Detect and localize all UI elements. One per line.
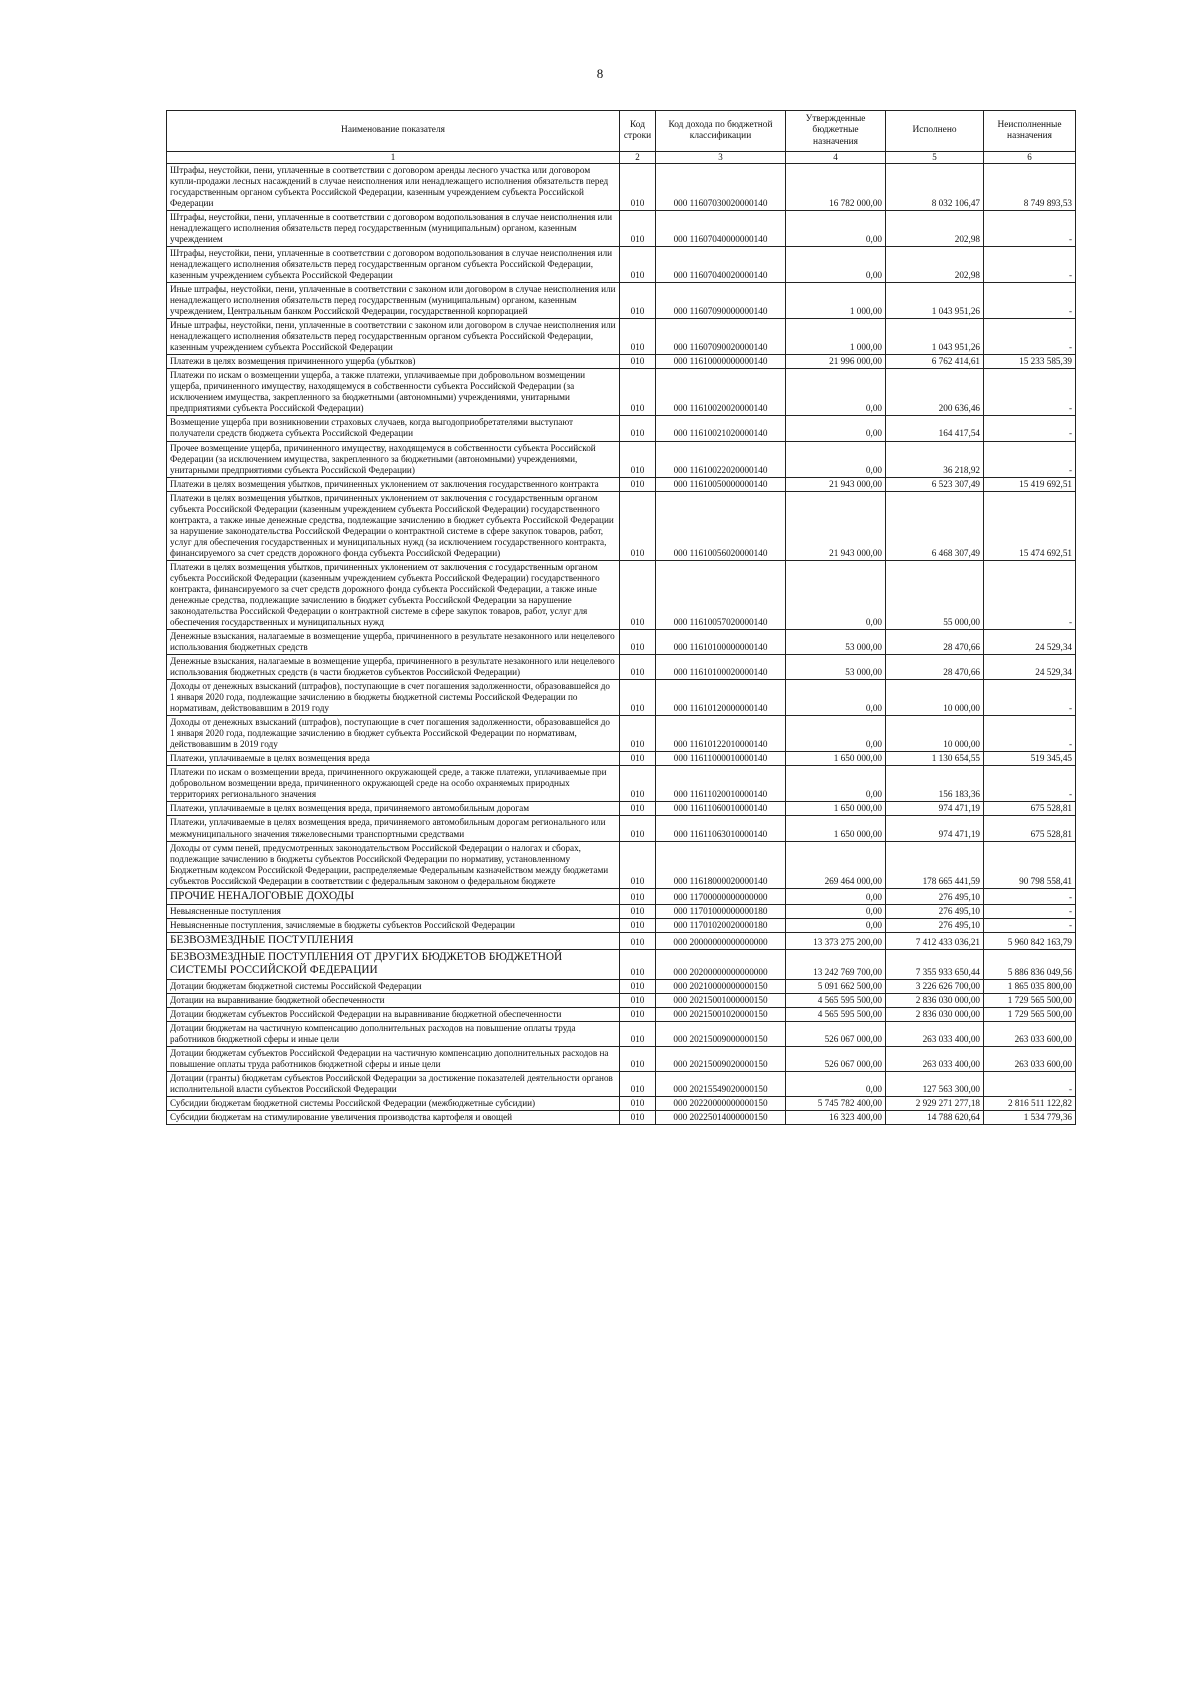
row-income-code: 000 20215009020000150 bbox=[656, 1047, 786, 1072]
row-approved: 4 565 595 500,00 bbox=[786, 993, 886, 1007]
row-remaining: - bbox=[984, 919, 1076, 933]
row-name: Дотации бюджетам на частичную компенсацию дополнительных расходов на повышение оплаты труда работников бюджетной сферы и иные цели bbox=[167, 1022, 620, 1047]
row-income-code: 000 11610050000000140 bbox=[656, 477, 786, 491]
row-name: Дотации бюджетам субъектов Российской Федерации на частичную компенсацию дополнительных расходов на повышение оплаты труда работников бюджетной сферы и иные цели bbox=[167, 1047, 620, 1072]
row-income-code: 000 20215009000000150 bbox=[656, 1022, 786, 1047]
header-line-code: Код строки bbox=[620, 111, 656, 152]
row-remaining: 263 033 600,00 bbox=[984, 1022, 1076, 1047]
row-name: Денежные взыскания, налагаемые в возмещение ущерба, причиненного в результате незаконного или нецелевого использования бюджетных средств (в части бюджетов субъектов Российской Федерации) bbox=[167, 655, 620, 680]
row-name: ПРОЧИЕ НЕНАЛОГОВЫЕ ДОХОДЫ bbox=[167, 888, 620, 905]
table-row bbox=[167, 816, 1076, 841]
row-approved: 21 943 000,00 bbox=[786, 477, 886, 491]
header-approved: Утвержденные бюджетные назначения bbox=[786, 111, 886, 152]
row-income-code: 000 11611000010000140 bbox=[656, 752, 786, 766]
row-approved: 1 000,00 bbox=[786, 283, 886, 319]
row-name: Платежи в целях возмещения убытков, причиненных уклонением от заключения государственного контракта bbox=[167, 477, 620, 491]
row-approved: 0,00 bbox=[786, 888, 886, 905]
row-name: Иные штрафы, неустойки, пени, уплаченные в соответствии с законом или договором в случае неисполнения или ненадлежащего исполнения обязательств перед государственным (муниципальным) органом, казенным учреждением, Центральным банком Российской Федерации, государственной корпорацией bbox=[167, 283, 620, 319]
table-row bbox=[167, 680, 1076, 716]
table-row bbox=[167, 1047, 1076, 1072]
table-row bbox=[167, 1111, 1076, 1125]
row-remaining: - bbox=[984, 716, 1076, 752]
row-approved: 4 565 595 500,00 bbox=[786, 1007, 886, 1021]
row-name: Дотации бюджетам бюджетной системы Российской Федерации bbox=[167, 979, 620, 993]
column-number: 2 bbox=[620, 152, 656, 164]
row-line-code: 010 bbox=[620, 560, 656, 629]
row-line-code: 010 bbox=[620, 247, 656, 283]
row-executed: 7 412 433 036,21 bbox=[886, 933, 984, 950]
row-approved: 0,00 bbox=[786, 247, 886, 283]
row-executed: 2 836 030 000,00 bbox=[886, 1007, 984, 1021]
row-income-code: 000 11611020010000140 bbox=[656, 766, 786, 802]
row-executed: 202,98 bbox=[886, 210, 984, 246]
row-income-code: 000 20215001000000150 bbox=[656, 993, 786, 1007]
row-remaining: 519 345,45 bbox=[984, 752, 1076, 766]
table-row bbox=[167, 491, 1076, 560]
row-remaining: 5 886 836 049,56 bbox=[984, 949, 1076, 979]
row-approved: 0,00 bbox=[786, 680, 886, 716]
table-row bbox=[167, 441, 1076, 477]
row-name: Платежи, уплачиваемые в целях возмещения вреда, причиняемого автомобильным дорогам регионального или межмуниципального значения тяжеловесными транспортными средствами bbox=[167, 816, 620, 841]
table-row bbox=[167, 369, 1076, 416]
row-approved: 16 782 000,00 bbox=[786, 163, 886, 210]
row-name: Штрафы, неустойки, пени, уплаченные в соответствии с договором аренды лесного участка или договором купли-продажи лесных насаждений в случае неисполнения или ненадлежащего исполнения обязательств перед государственным органом субъекта Российской Федерации, казенным учреждением субъекта Российской Федерации bbox=[167, 163, 620, 210]
row-executed: 6 523 307,49 bbox=[886, 477, 984, 491]
row-line-code: 010 bbox=[620, 1111, 656, 1125]
row-line-code: 010 bbox=[620, 369, 656, 416]
row-line-code: 010 bbox=[620, 716, 656, 752]
row-approved: 0,00 bbox=[786, 905, 886, 919]
row-remaining: 15 474 692,51 bbox=[984, 491, 1076, 560]
row-line-code: 010 bbox=[620, 163, 656, 210]
row-income-code: 000 20225014000000150 bbox=[656, 1111, 786, 1125]
row-approved: 526 067 000,00 bbox=[786, 1022, 886, 1047]
row-remaining: - bbox=[984, 888, 1076, 905]
row-line-code: 010 bbox=[620, 1097, 656, 1111]
row-executed: 276 495,10 bbox=[886, 905, 984, 919]
row-line-code: 010 bbox=[620, 355, 656, 369]
row-line-code: 010 bbox=[620, 841, 656, 888]
table-row bbox=[167, 979, 1076, 993]
row-approved: 1 650 000,00 bbox=[786, 752, 886, 766]
table-row bbox=[167, 888, 1076, 905]
row-name: Невыясненные поступления bbox=[167, 905, 620, 919]
row-income-code: 000 11607090020000140 bbox=[656, 319, 786, 355]
row-remaining: - bbox=[984, 680, 1076, 716]
column-number-row bbox=[167, 152, 1076, 164]
row-income-code: 000 11610120000000140 bbox=[656, 680, 786, 716]
row-name: Денежные взыскания, налагаемые в возмещение ущерба, причиненного в результате незаконного или нецелевого использования бюджетных средств bbox=[167, 630, 620, 655]
table-row bbox=[167, 766, 1076, 802]
row-approved: 0,00 bbox=[786, 210, 886, 246]
row-remaining: 675 528,81 bbox=[984, 802, 1076, 816]
table-row bbox=[167, 1022, 1076, 1047]
row-remaining: 675 528,81 bbox=[984, 816, 1076, 841]
row-executed: 28 470,66 bbox=[886, 655, 984, 680]
table-row bbox=[167, 933, 1076, 950]
row-income-code: 000 20210000000000150 bbox=[656, 979, 786, 993]
row-executed: 6 762 414,61 bbox=[886, 355, 984, 369]
row-executed: 10 000,00 bbox=[886, 680, 984, 716]
row-executed: 202,98 bbox=[886, 247, 984, 283]
row-approved: 0,00 bbox=[786, 1072, 886, 1097]
table-row bbox=[167, 1007, 1076, 1021]
table-row bbox=[167, 716, 1076, 752]
row-income-code: 000 11610022020000140 bbox=[656, 441, 786, 477]
row-income-code: 000 11610057020000140 bbox=[656, 560, 786, 629]
row-approved: 16 323 400,00 bbox=[786, 1111, 886, 1125]
row-approved: 1 650 000,00 bbox=[786, 816, 886, 841]
row-name: Дотации на выравнивание бюджетной обеспеченности bbox=[167, 993, 620, 1007]
row-executed: 1 130 654,55 bbox=[886, 752, 984, 766]
row-remaining: 24 529,34 bbox=[984, 655, 1076, 680]
row-name: Штрафы, неустойки, пени, уплаченные в соответствии с договором водопользования в случае неисполнения или ненадлежащего исполнения обязательств перед государственным органом субъекта Российской Федерации, казенным учреждением субъекта Российской Федерации bbox=[167, 247, 620, 283]
row-income-code: 000 20000000000000000 bbox=[656, 933, 786, 950]
row-name: Платежи по искам о возмещении вреда, причиненного окружающей среде, а также платежи, уплачиваемые при добровольном возмещении вреда, причиненного окружающей среде на особо охраняемых природных территориях регионального значения bbox=[167, 766, 620, 802]
table-row bbox=[167, 841, 1076, 888]
row-line-code: 010 bbox=[620, 919, 656, 933]
row-executed: 1 043 951,26 bbox=[886, 283, 984, 319]
row-remaining: - bbox=[984, 283, 1076, 319]
row-line-code: 010 bbox=[620, 210, 656, 246]
row-line-code: 010 bbox=[620, 1047, 656, 1072]
row-line-code: 010 bbox=[620, 979, 656, 993]
row-line-code: 010 bbox=[620, 441, 656, 477]
row-line-code: 010 bbox=[620, 1007, 656, 1021]
row-approved: 13 373 275 200,00 bbox=[786, 933, 886, 950]
row-executed: 8 032 106,47 bbox=[886, 163, 984, 210]
table-row bbox=[167, 416, 1076, 441]
row-remaining: - bbox=[984, 1072, 1076, 1097]
row-income-code: 000 11610100020000140 bbox=[656, 655, 786, 680]
row-remaining: - bbox=[984, 766, 1076, 802]
row-approved: 5 745 782 400,00 bbox=[786, 1097, 886, 1111]
table-row bbox=[167, 163, 1076, 210]
row-name: Прочее возмещение ущерба, причиненного имуществу, находящемуся в собственности субъекта Российской Федерации (за исключением имущества, закрепленного за бюджетными (автономными) учреждениями, унитарными предприятиями субъекта Российской Федерации) bbox=[167, 441, 620, 477]
row-executed: 6 468 307,49 bbox=[886, 491, 984, 560]
row-executed: 974 471,19 bbox=[886, 802, 984, 816]
column-number: 4 bbox=[786, 152, 886, 164]
row-executed: 200 636,46 bbox=[886, 369, 984, 416]
table-row bbox=[167, 802, 1076, 816]
row-remaining: - bbox=[984, 416, 1076, 441]
row-line-code: 010 bbox=[620, 949, 656, 979]
row-executed: 263 033 400,00 bbox=[886, 1047, 984, 1072]
row-name: Невыясненные поступления, зачисляемые в бюджеты субъектов Российской Федерации bbox=[167, 919, 620, 933]
row-remaining: - bbox=[984, 369, 1076, 416]
row-income-code: 000 20215001020000150 bbox=[656, 1007, 786, 1021]
row-income-code: 000 11610020020000140 bbox=[656, 369, 786, 416]
row-line-code: 010 bbox=[620, 752, 656, 766]
header-remaining: Неисполненные назначения bbox=[984, 111, 1076, 152]
row-executed: 14 788 620,64 bbox=[886, 1111, 984, 1125]
row-income-code: 000 11701020020000180 bbox=[656, 919, 786, 933]
row-remaining: - bbox=[984, 560, 1076, 629]
row-remaining: 1 729 565 500,00 bbox=[984, 993, 1076, 1007]
row-line-code: 010 bbox=[620, 933, 656, 950]
row-approved: 1 650 000,00 bbox=[786, 802, 886, 816]
row-name: Платежи по искам о возмещении ущерба, а также платежи, уплачиваемые при добровольном возмещении ущерба, причиненного имуществу, находящемуся в собственности субъекта Российской Федерации (за исключением имущества, закрепленного за бюджетными (автономными) учреждениями, унитарными предприятиями субъекта Российской Федерации) bbox=[167, 369, 620, 416]
row-executed: 28 470,66 bbox=[886, 630, 984, 655]
header-executed: Исполнено bbox=[886, 111, 984, 152]
table-row bbox=[167, 477, 1076, 491]
row-approved: 5 091 662 500,00 bbox=[786, 979, 886, 993]
row-approved: 53 000,00 bbox=[786, 630, 886, 655]
row-name: Платежи, уплачиваемые в целях возмещения вреда bbox=[167, 752, 620, 766]
row-name: Платежи в целях возмещения убытков, причиненных уклонением от заключения с государственным органом субъекта Российской Федерации (казенным учреждением субъекта Российской Федерации) государственного контракта, а также иные денежные средства, подлежащие зачислению в бюджет субъекта Российской Федерации за нарушение законодательства Российской Федерации о контрактной системе в сфере закупок товаров, работ, услуг для обеспечения государственных и муниципальных нужд (за исключением государственного контракта, финансируемого за счет средств дорожного фонда субъекта Российской Федерации) bbox=[167, 491, 620, 560]
row-executed: 1 043 951,26 bbox=[886, 319, 984, 355]
table-row bbox=[167, 355, 1076, 369]
row-executed: 276 495,10 bbox=[886, 919, 984, 933]
table-row bbox=[167, 283, 1076, 319]
row-line-code: 010 bbox=[620, 319, 656, 355]
row-name: Платежи, уплачиваемые в целях возмещения вреда, причиняемого автомобильным дорогам bbox=[167, 802, 620, 816]
row-income-code: 000 11607030020000140 bbox=[656, 163, 786, 210]
row-income-code: 000 11610056020000140 bbox=[656, 491, 786, 560]
row-remaining: 5 960 842 163,79 bbox=[984, 933, 1076, 950]
table-row bbox=[167, 247, 1076, 283]
table-row bbox=[167, 319, 1076, 355]
row-line-code: 010 bbox=[620, 655, 656, 680]
row-line-code: 010 bbox=[620, 630, 656, 655]
row-remaining: 263 033 600,00 bbox=[984, 1047, 1076, 1072]
row-line-code: 010 bbox=[620, 477, 656, 491]
row-name: Доходы от сумм пеней, предусмотренных законодательством Российской Федерации о налогах и сборах, подлежащие зачислению в бюджеты субъектов Российской Федерации по нормативу, установленному Бюджетным кодексом Российской Федерации, распределяемые Федеральным казначейством между бюджетами субъектов Российской Федерации в соответствии с федеральным законом о федеральном бюджете bbox=[167, 841, 620, 888]
row-executed: 156 183,36 bbox=[886, 766, 984, 802]
row-income-code: 000 11607090000000140 bbox=[656, 283, 786, 319]
header-income-code: Код дохода по бюджетной классификации bbox=[656, 111, 786, 152]
table-row bbox=[167, 993, 1076, 1007]
row-remaining: 8 749 893,53 bbox=[984, 163, 1076, 210]
table-row bbox=[167, 630, 1076, 655]
row-approved: 0,00 bbox=[786, 560, 886, 629]
row-approved: 269 464 000,00 bbox=[786, 841, 886, 888]
row-remaining: 1 865 035 800,00 bbox=[984, 979, 1076, 993]
row-executed: 55 000,00 bbox=[886, 560, 984, 629]
row-income-code: 000 11607040000000140 bbox=[656, 210, 786, 246]
row-approved: 21 996 000,00 bbox=[786, 355, 886, 369]
row-executed: 164 417,54 bbox=[886, 416, 984, 441]
row-executed: 974 471,19 bbox=[886, 816, 984, 841]
row-name: Иные штрафы, неустойки, пени, уплаченные в соответствии с законом или договором в случае неисполнения или ненадлежащего исполнения обязательств перед государственным органом субъекта Российской Федерации, казенным учреждением субъекта Российской Федерации bbox=[167, 319, 620, 355]
row-income-code: 000 11611060010000140 bbox=[656, 802, 786, 816]
table-row bbox=[167, 919, 1076, 933]
row-executed: 276 495,10 bbox=[886, 888, 984, 905]
row-approved: 0,00 bbox=[786, 919, 886, 933]
table-row bbox=[167, 752, 1076, 766]
row-executed: 2 836 030 000,00 bbox=[886, 993, 984, 1007]
row-approved: 53 000,00 bbox=[786, 655, 886, 680]
row-name: Доходы от денежных взысканий (штрафов), поступающие в счет погашения задолженности, образовавшейся до 1 января 2020 года, подлежащие зачислению в бюджеты бюджетной системы Российской Федерации по нормативам, действовавшим в 2019 году bbox=[167, 680, 620, 716]
table-row bbox=[167, 949, 1076, 979]
row-name: БЕЗВОЗМЕЗДНЫЕ ПОСТУПЛЕНИЯ bbox=[167, 933, 620, 950]
row-income-code: 000 11610000000000140 bbox=[656, 355, 786, 369]
row-approved: 0,00 bbox=[786, 766, 886, 802]
row-remaining: - bbox=[984, 210, 1076, 246]
row-income-code: 000 20215549020000150 bbox=[656, 1072, 786, 1097]
column-number: 6 bbox=[984, 152, 1076, 164]
row-income-code: 000 11701000000000180 bbox=[656, 905, 786, 919]
budget-execution-table bbox=[166, 110, 1076, 1125]
row-name: Платежи в целях возмещения причиненного ущерба (убытков) bbox=[167, 355, 620, 369]
row-approved: 0,00 bbox=[786, 716, 886, 752]
row-remaining: 2 816 511 122,82 bbox=[984, 1097, 1076, 1111]
header-row bbox=[167, 111, 1076, 152]
row-line-code: 010 bbox=[620, 888, 656, 905]
table-row bbox=[167, 210, 1076, 246]
row-remaining: - bbox=[984, 247, 1076, 283]
row-approved: 0,00 bbox=[786, 441, 886, 477]
row-income-code: 000 20200000000000000 bbox=[656, 949, 786, 979]
row-executed: 3 226 626 700,00 bbox=[886, 979, 984, 993]
row-income-code: 000 11618000020000140 bbox=[656, 841, 786, 888]
row-remaining: 15 419 692,51 bbox=[984, 477, 1076, 491]
row-approved: 13 242 769 700,00 bbox=[786, 949, 886, 979]
column-number: 5 bbox=[886, 152, 984, 164]
row-income-code: 000 11700000000000000 bbox=[656, 888, 786, 905]
page-number: 8 bbox=[596, 66, 604, 81]
row-approved: 1 000,00 bbox=[786, 319, 886, 355]
row-line-code: 010 bbox=[620, 1072, 656, 1097]
row-line-code: 010 bbox=[620, 416, 656, 441]
row-name: Дотации бюджетам субъектов Российской Федерации на выравнивание бюджетной обеспеченности bbox=[167, 1007, 620, 1021]
row-line-code: 010 bbox=[620, 993, 656, 1007]
table-row bbox=[167, 1072, 1076, 1097]
row-line-code: 010 bbox=[620, 1022, 656, 1047]
column-number: 3 bbox=[656, 152, 786, 164]
row-remaining: 1 534 779,36 bbox=[984, 1111, 1076, 1125]
row-income-code: 000 11607040020000140 bbox=[656, 247, 786, 283]
row-line-code: 010 bbox=[620, 491, 656, 560]
row-line-code: 010 bbox=[620, 905, 656, 919]
row-line-code: 010 bbox=[620, 680, 656, 716]
row-executed: 127 563 300,00 bbox=[886, 1072, 984, 1097]
row-name: Субсидии бюджетам на стимулирование увеличения производства картофеля и овощей bbox=[167, 1111, 620, 1125]
row-income-code: 000 11610100000000140 bbox=[656, 630, 786, 655]
row-name: БЕЗВОЗМЕЗДНЫЕ ПОСТУПЛЕНИЯ ОТ ДРУГИХ БЮДЖЕТОВ БЮДЖЕТНОЙ СИСТЕМЫ РОССИЙСКОЙ ФЕДЕРАЦИИ bbox=[167, 949, 620, 979]
row-executed: 178 665 441,59 bbox=[886, 841, 984, 888]
row-executed: 7 355 933 650,44 bbox=[886, 949, 984, 979]
row-executed: 10 000,00 bbox=[886, 716, 984, 752]
row-remaining: - bbox=[984, 441, 1076, 477]
row-executed: 263 033 400,00 bbox=[886, 1022, 984, 1047]
row-income-code: 000 11610122010000140 bbox=[656, 716, 786, 752]
row-name: Возмещение ущерба при возникновении страховых случаев, когда выгодоприобретателями выступают получатели средств бюджета субъекта Российской Федерации bbox=[167, 416, 620, 441]
row-line-code: 010 bbox=[620, 802, 656, 816]
row-name: Дотации (гранты) бюджетам субъектов Российской Федерации за достижение показателей деятельности органов исполнительной власти субъектов Российской Федерации bbox=[167, 1072, 620, 1097]
row-approved: 21 943 000,00 bbox=[786, 491, 886, 560]
row-remaining: 1 729 565 500,00 bbox=[984, 1007, 1076, 1021]
row-name: Субсидии бюджетам бюджетной системы Российской Федерации (межбюджетные субсидии) bbox=[167, 1097, 620, 1111]
row-name: Штрафы, неустойки, пени, уплаченные в соответствии с договором водопользования в случае неисполнения или ненадлежащего исполнения обязательств перед государственным (муниципальным) органом, казенным учреждением bbox=[167, 210, 620, 246]
header-indicator-name: Наименование показателя bbox=[167, 111, 620, 152]
table-body bbox=[167, 163, 1076, 1124]
row-remaining: 24 529,34 bbox=[984, 630, 1076, 655]
row-name: Доходы от денежных взысканий (штрафов), поступающие в счет погашения задолженности, образовавшейся до 1 января 2020 года, подлежащие зачислению в бюджет субъекта Российской Федерации по нормативам, действовавшим в 2019 году bbox=[167, 716, 620, 752]
row-remaining: - bbox=[984, 319, 1076, 355]
row-remaining: 90 798 558,41 bbox=[984, 841, 1076, 888]
row-approved: 0,00 bbox=[786, 416, 886, 441]
row-executed: 2 929 271 277,18 bbox=[886, 1097, 984, 1111]
row-executed: 36 218,92 bbox=[886, 441, 984, 477]
table-row bbox=[167, 655, 1076, 680]
row-approved: 526 067 000,00 bbox=[786, 1047, 886, 1072]
table-row bbox=[167, 560, 1076, 629]
row-income-code: 000 11611063010000140 bbox=[656, 816, 786, 841]
row-approved: 0,00 bbox=[786, 369, 886, 416]
row-remaining: - bbox=[984, 905, 1076, 919]
table-row bbox=[167, 1097, 1076, 1111]
row-line-code: 010 bbox=[620, 283, 656, 319]
column-number: 1 bbox=[167, 152, 620, 164]
table-row bbox=[167, 905, 1076, 919]
row-line-code: 010 bbox=[620, 766, 656, 802]
row-income-code: 000 11610021020000140 bbox=[656, 416, 786, 441]
row-remaining: 15 233 585,39 bbox=[984, 355, 1076, 369]
row-line-code: 010 bbox=[620, 816, 656, 841]
row-name: Платежи в целях возмещения убытков, причиненных уклонением от заключения с государственным органом субъекта Российской Федерации (казенным учреждением субъекта Российской Федерации) государственного контракта, финансируемого за счет средств дорожного фонда субъекта Российской Федерации, а также иные денежные средства, подлежащие зачислению в бюджет субъекта Российской Федерации за нарушение законодательства Российской Федерации о контрактной системе в сфере закупок товаров, работ, услуг для обеспечения государственных и муниципальных нужд bbox=[167, 560, 620, 629]
row-income-code: 000 20220000000000150 bbox=[656, 1097, 786, 1111]
